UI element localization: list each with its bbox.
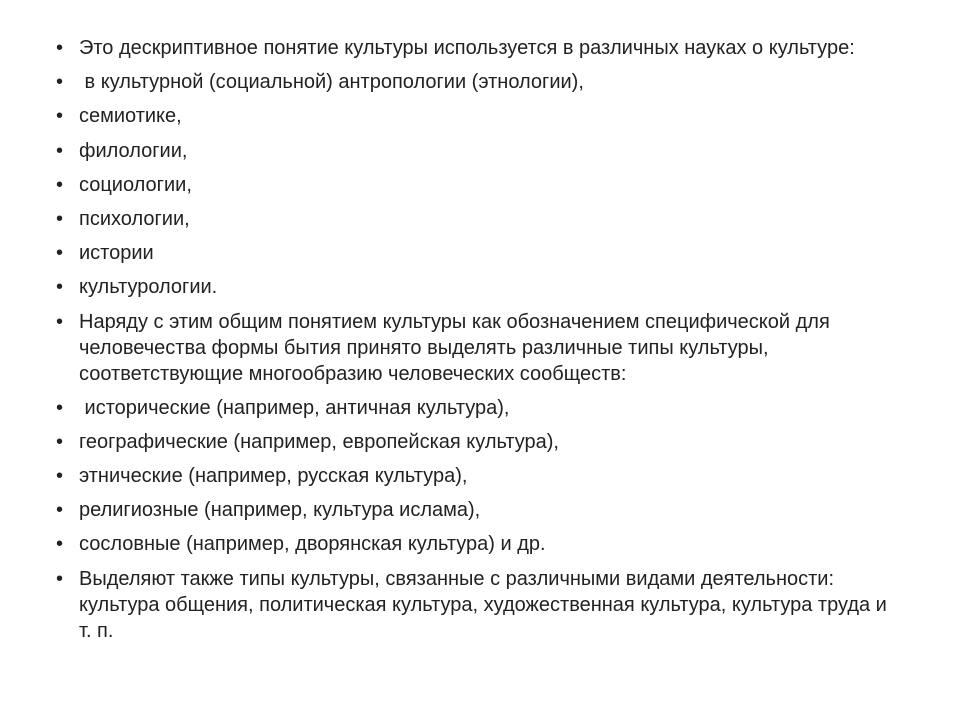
bullet-icon: • [56,310,64,333]
list-item-text: Наряду с этим общим понятием культуры как обозначением специфической для человечества формы бытия принято выделять различные типы культуры, соответствующие многообразию человеческих сообществ: [79,310,830,385]
bullet-icon: • [56,105,64,128]
bullet-list [51,35,891,652]
list-item-text: Выделяют также типы культуры, связанные с различными видами деятельности: культура общения, политическая культура, художественная культура, культура труда и т. п. [79,567,887,642]
list-item [51,463,891,489]
bullet-icon: • [56,207,64,230]
bullet-icon: • [56,430,64,453]
list-item [51,240,891,266]
list-item-text: семиотике, [79,105,182,128]
list-item [51,566,891,644]
bullet-icon: • [56,173,64,196]
list-item-text: сословные (например, дворянская культура) и др. [79,533,546,556]
bullet-icon: • [56,37,64,59]
list-item-text: истории [79,242,154,265]
list-item-text: социологии, [79,173,192,196]
list-item [51,497,891,523]
list-item-text: географические (например, европейская культура), [79,430,559,453]
list-item-text: культурологии. [79,276,218,299]
list-item-text: этнические (например, русская культура), [79,465,468,488]
list-item [51,395,891,421]
list-item-text: филологии, [79,139,188,162]
list-item-text: в культурной (социальной) антропологии (этнологии), [79,71,584,94]
list-item [51,103,891,129]
list-item [51,531,891,557]
list-item-text: Это дескриптивное понятие культуры используется в различных науках о культуре: [79,37,855,59]
list-item-text: психологии, [79,207,190,230]
list-item [51,274,891,300]
list-item [51,309,891,387]
bullet-icon: • [56,465,64,488]
bullet-icon: • [56,499,64,522]
bullet-icon: • [56,139,64,162]
bullet-icon: • [56,396,64,419]
bullet-icon: • [56,71,64,94]
list-item-text: исторические (например, античная культура), [79,396,510,419]
list-item [51,172,891,198]
list-item [51,206,891,232]
bullet-icon: • [56,242,64,265]
list-item [51,138,891,164]
list-item [51,429,891,455]
bullet-icon: • [56,533,64,556]
list-item-text: религиозные (например, культура ислама), [79,499,481,522]
list-item [51,69,891,95]
bullet-icon: • [56,276,64,299]
bullet-icon: • [56,567,64,590]
list-item [51,35,891,61]
